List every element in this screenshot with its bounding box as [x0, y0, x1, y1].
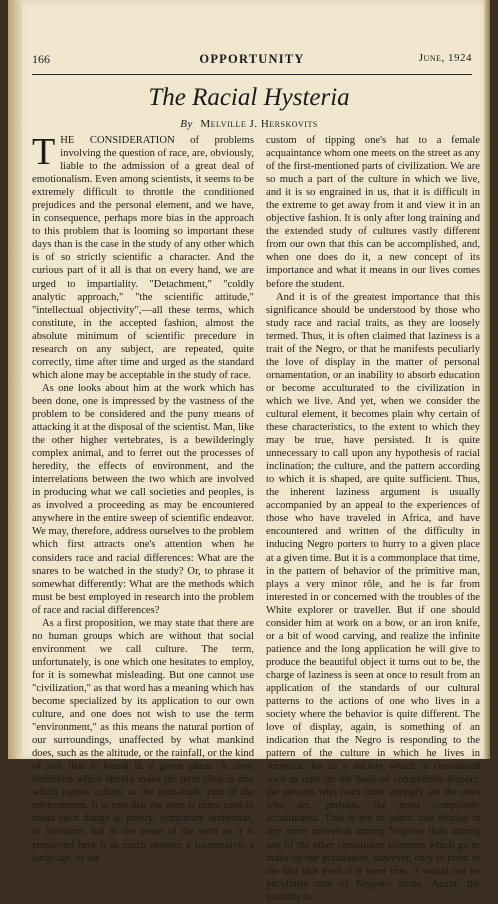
running-header [32, 52, 472, 70]
paragraph: And it is of the greatest importance that this significance should be understood by those who study race and racial traits, as they are loosely termed. Thus, it is often claimed that laziness is a trait of the Negro, or that he manifests peculiarly the love of display in the matter of personal ornamentation, or an inability to absorb education or become acculturated to the civilization in which we live. And yet, when we consider the cultural element, it becomes plain why certain of these characteristics, to the extent to which they may be true, have persisted. It is quite unnecessary to call upon any hypothesis of racial inclination; the culture, and the pattern according to which it is shaped, are quite sufficient. Thus, the inherent laziness argument is usually accompanied by an appeal to the experiences of those who have traveled in Africa, and have encountered and written of the difficulty in inducing Negro porters to hurry to a given place at a given time. But it is a commonplace that time, in the pattern of behavior of the primitive man, plays a very minor rôle, and he is far from interested in or concerned with the troubles of the White explorer or traveller. But if one should consider him at work on a bow, or an iron knife, or a bit of wood carving, and realize the infinite patience and the long application he will give to produce the beautiful object it turns out to be, the charge of laziness is seen at once to result from an application of the standards of our cultural patterns to the actions of one who lives in a society where the behavior is quite different. The love of display, again, is something of an indication that the Negro is responding to the pattern of the culture in which he lives in America, for in a society which is constituted such as ours on the basis of competitive display, the persons who react most strongly are the ones who are, perhaps, the most completely acculturated. This is not to admit that display is any more universal among Negroes than among any of the other constituent elements which go to make up our population, however, only to point to the fact that even if it were true, it would not be peculiarly true of Negroes alone. Again, the inability to [266, 291, 480, 903]
page-number: 166 [32, 52, 50, 66]
header-rule [32, 74, 472, 75]
byline [8, 118, 490, 130]
page-edge [484, 0, 490, 759]
paragraph: As a first proposition, we may state that there are no human groups which are without that social environment we call culture. The term, unfortunately, is one which one hesitates to employ, for it is somewhat misleading. But one cannot use "civilization," as that word has a meaning which has become specialized by its application to our own culture, and one does not wish to use the term "environment," as this means the natural portion of our surroundings, unaffected by what mankind does, such as the altitude, or the rainfall, or the kind of soil that is found in a given place. A short definition which should make the term clear is that which names culture as the man-made part of the environment. It is true that the term is often used to mean such things as poetry, symphony orchestras, or literature, but in the sense of the term as it is employed here it as much denotes a locomotive, a language, or the [32, 617, 254, 864]
issue-date: June, 1924 [418, 52, 472, 64]
magazine-page [8, 0, 490, 903]
running-title: OPPORTUNITY [199, 52, 305, 66]
lead-in: HE CONSIDERATION [60, 135, 175, 146]
right-column [266, 134, 480, 904]
author-name: Melville J. Herskovits [200, 118, 318, 130]
paragraph-text: of problems involving the question of race, are, obviously, liable to the admission of a great deal of emotionalism. Even among scientists, it seems to be extremely difficult to throttle the conditioned prejudices and the personal element, and we have, in consequence, perhaps more bias in the approach to this problem that is looming so important these days than is the case in the study of any other which is of so strictly scientific a character. And the curious part of it all is that on every hand, we are urged to impartiality. "Detachment," "coldly analytic approach," "the scientific attitude," "intellectual objectivity",—all these terms, which constitute, in the accepted fashion, almost the absolute minimum of scientific precedure in research on any subject, are repeated, quite correctly, time after time and urged as the standard which alone may be acceptable in the study of race. [32, 135, 254, 381]
paragraph: As one looks about him at the work which has been done, one is impressed by the vastness of the problem to be considered and the puny means of attacking it at the disposal of the scientist. Man, like the other higher vertebrates, is a bewilderingly complex animal, and to ferret out the processes of heredity, the effects of environment, and the interrelations between the two which are involved in producing what we call societies and peoples, is as involved a proceeding as may be encountered anywhere in the entire sweep of scientific endeavor. We may, therefore, address ourselves to the problem which first attracts one's attention when he considers race and racial differences: What are the snares to be watched in the study? Or, to phrase it somewhat differently: What are the methods which must be best employed in research into the problem of race and racial differences? [32, 382, 254, 616]
paragraph [32, 131, 254, 382]
drop-cap: T [32, 131, 56, 173]
byline-prefix: By [180, 118, 194, 130]
left-column [32, 131, 254, 865]
page-binding [8, 0, 22, 759]
article-title: The Racial Hysteria [148, 84, 350, 111]
paragraph: custom of tipping one's hat to a female acquaintance whom one meets on the street as any of the first-mentioned parts of civilization. We are so much a part of the culture in which we live, and it is so engrained in us, that it is difficult in the extreme to get away from it and view it in an objective fashion. It is only after long training and the extended study of cultures vastly different from our own that this can be accomplished, and, when one does do it, a new concept of its importance and what it means in our lives comes before the student. [266, 135, 480, 290]
